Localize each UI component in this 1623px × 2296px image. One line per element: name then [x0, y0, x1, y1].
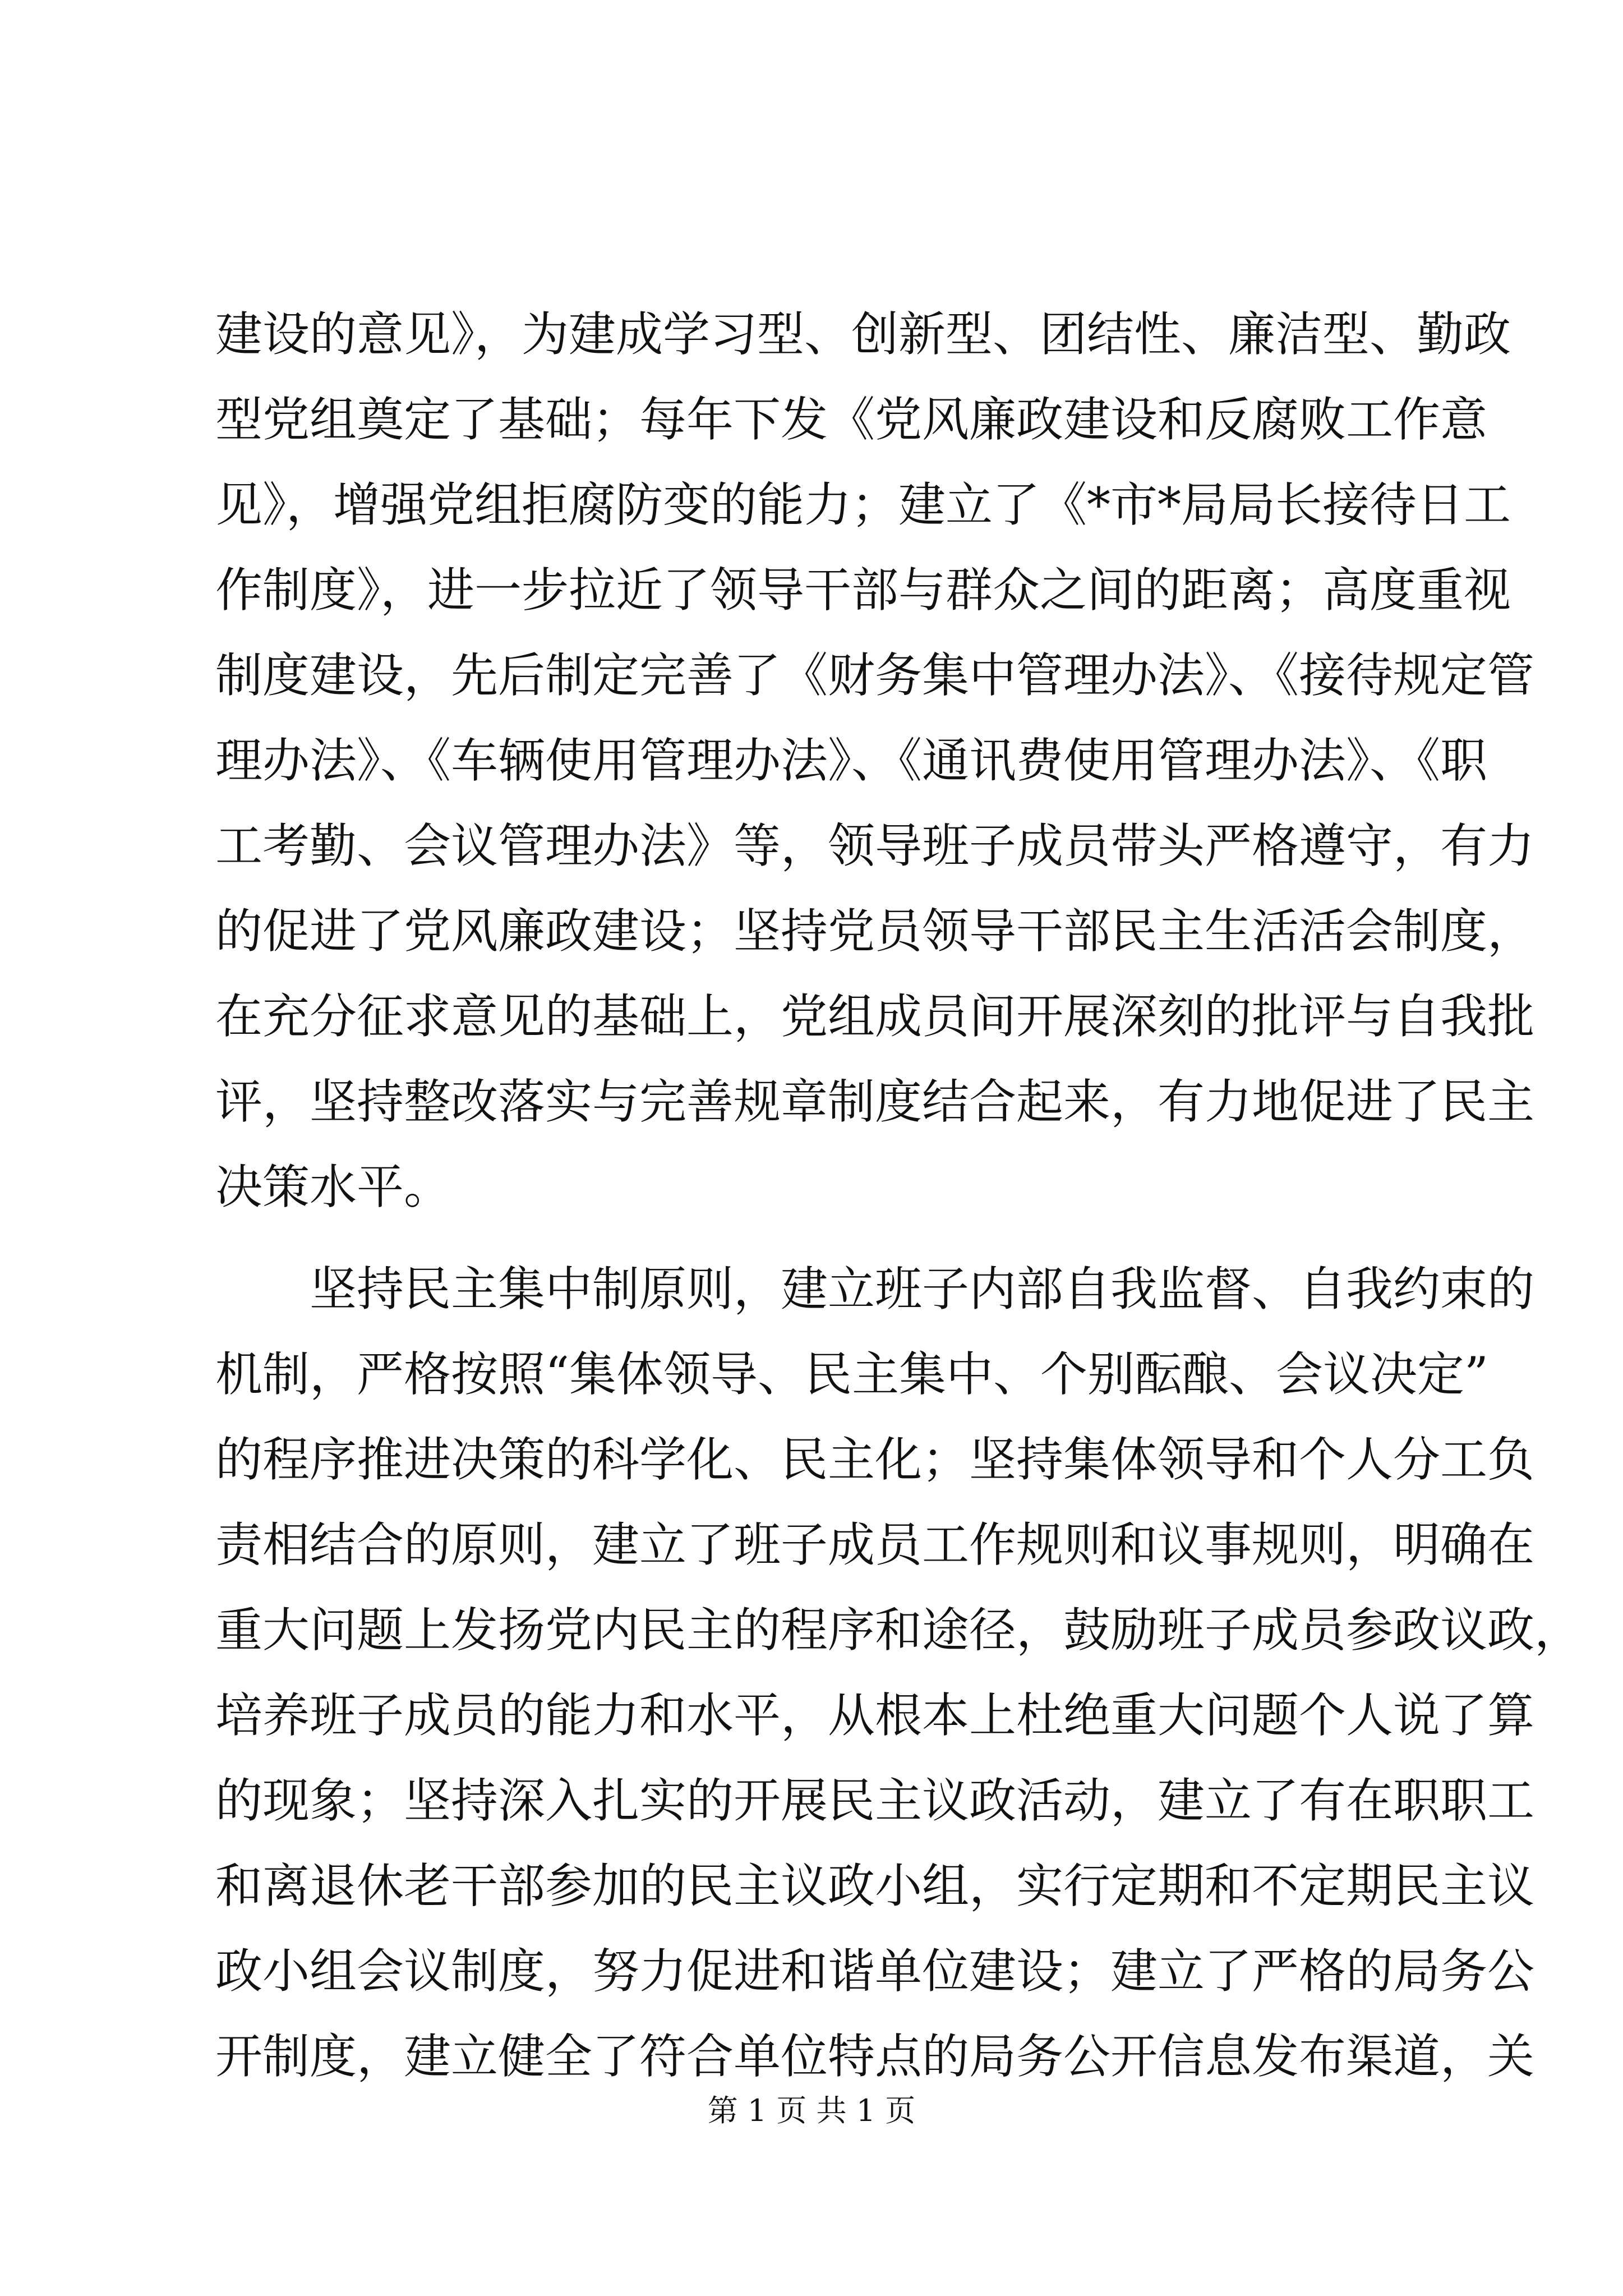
text-line: 的现象；坚持深入扎实的开展民主议政活动，建立了有在职职工 — [215, 1773, 1535, 1828]
text-line: 责相结合的原则，建立了班子成员工作规则和议事规则，明确在 — [215, 1517, 1535, 1572]
text-line: 政小组会议制度，努力促进和谐单位建设；建立了严格的局务公 — [215, 1944, 1535, 1999]
text-line: 建设的意见》，为建成学习型、创新型、团结性、廉洁型、勤政 — [215, 307, 1511, 362]
page-number-footer: 第 1 页 共 1 页 — [707, 2093, 916, 2128]
document-body — [215, 292, 1582, 2099]
text-line: 制度建设，先后制定完善了《财务集中管理办法》、《接待规定管 — [215, 648, 1535, 703]
text-line: 见》，增强党组拒腐防变的能力；建立了《*市*局局长接待日工 — [215, 477, 1511, 532]
text-line: 坚持民主集中制原则，建立班子内部自我监督、自我约束的 — [310, 1262, 1535, 1317]
text-line: 型党组奠定了基础；每年下发《党风廉政建设和反腐败工作意 — [215, 392, 1488, 447]
text-line: 工考勤、会议管理办法》等，领导班子成员带头严格遵守，有力 — [215, 818, 1535, 873]
text-line: 理办法》、《车辆使用管理办法》、《通讯费使用管理办法》、《职 — [215, 733, 1488, 788]
paragraph-1 — [215, 292, 1535, 1230]
text-line: 的促进了党风廉政建设；坚持党员领导干部民主生活活会制度， — [215, 904, 1535, 959]
text-line: 机制，严格按照“集体领导、民主集中、个别酝酿、会议决定” — [215, 1347, 1488, 1402]
paragraph-2 — [215, 1246, 1582, 2099]
text-line: 的程序推进决策的科学化、民主化；坚持集体领导和个人分工负 — [215, 1432, 1535, 1487]
text-line: 作制度》，进一步拉近了领导干部与群众之间的距离；高度重视 — [215, 563, 1511, 618]
text-line: 重大问题上发扬党内民主的程序和途径，鼓励班子成员参政议政， — [215, 1603, 1582, 1658]
text-line: 决策水平。 — [215, 1159, 451, 1214]
text-line: 开制度，建立健全了符合单位特点的局务公开信息发布渠道，关 — [215, 2029, 1535, 2084]
text-line: 在充分征求意见的基础上，党组成员间开展深刻的批评与自我批 — [215, 989, 1535, 1044]
text-line: 评，坚持整改落实与完善规章制度结合起来，有力地促进了民主 — [215, 1074, 1535, 1129]
text-line: 和离退休老干部参加的民主议政小组，实行定期和不定期民主议 — [215, 1858, 1535, 1913]
paragraph-gap — [215, 1230, 1427, 1246]
text-line: 培养班子成员的能力和水平，从根本上杜绝重大问题个人说了算 — [215, 1688, 1535, 1743]
